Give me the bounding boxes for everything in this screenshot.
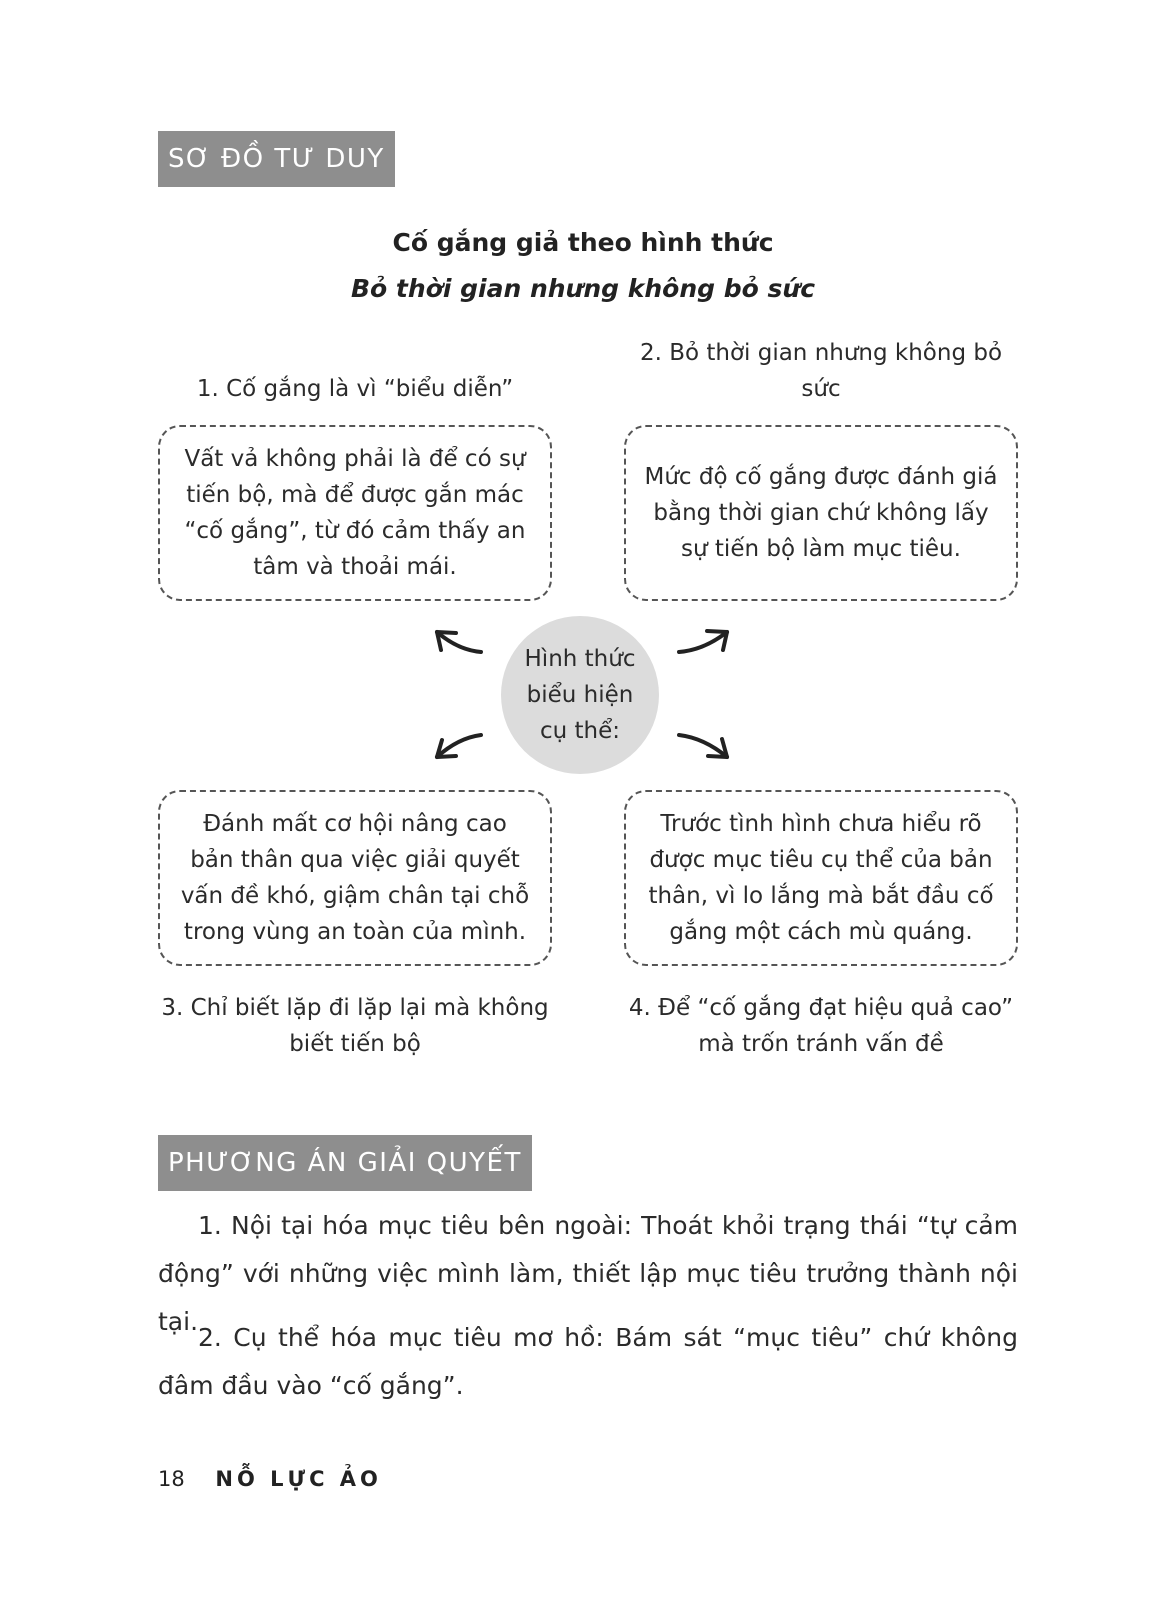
page-footer xyxy=(158,1467,382,1491)
center-node xyxy=(501,616,659,774)
arrow-down-left-icon xyxy=(437,735,481,757)
branch-box-1 xyxy=(158,425,552,601)
branch-label-4: 4. Để “cố gắng đạt hiệu quả cao” mà trốn tránh vấn đề xyxy=(628,995,1014,1057)
diagram-title: Cố gắng giả theo hình thức xyxy=(392,228,774,257)
branch-box-2 xyxy=(624,425,1018,601)
arrow-up-left-icon xyxy=(437,632,481,652)
solution-paragraph-2: 2. Cụ thể hóa mục tiêu mơ hồ: Bám sát “mục tiêu” chứ không đâm đầu vào “cố gắng”. xyxy=(158,1323,1018,1400)
branch-box-3 xyxy=(158,790,552,966)
branch-text-4: Trước tình hình chưa hiểu rõ được mục tiêu cụ thể của bản thân, vì lo lắng mà bắt đầu cố gắng một cách mù quáng. xyxy=(648,811,994,945)
arrow-down-right-icon xyxy=(679,735,727,757)
branch-text-2: Mức độ cố gắng được đánh giá bằng thời gian chứ không lấy sự tiến bộ làm mục tiêu. xyxy=(644,464,998,562)
arrow-up-right-icon xyxy=(679,631,727,652)
branch-label-3: 3. Chỉ biết lặp đi lặp lại mà không biết tiến bộ xyxy=(161,995,549,1057)
branch-box-4 xyxy=(624,790,1018,966)
page-number: 18 xyxy=(158,1467,185,1491)
mind-map-section-tag: SƠ ĐỒ TƯ DUY xyxy=(158,131,395,187)
branch-label-1: 1. Cố gắng là vì “biểu diễn” xyxy=(196,376,514,402)
book-title: NỖ LỰC ẢO xyxy=(215,1467,382,1491)
solution-paragraph-1: 1. Nội tại hóa mục tiêu bên ngoài: Thoát khỏi trạng thái “tự cảm động” với những việc mình làm, thiết lập mục tiêu trưởng thành nội tại. xyxy=(158,1211,1018,1336)
center-node-text: Hình thức biểu hiện cụ thể: xyxy=(524,646,636,744)
branch-text-3: Đánh mất cơ hội nâng cao bản thân qua việc giải quyết vấn đề khó, giậm chân tại chỗ trong vùng an toàn của mình. xyxy=(180,811,530,945)
diagram-subtitle: Bỏ thời gian nhưng không bỏ sức xyxy=(350,274,816,303)
branch-label-2: 2. Bỏ thời gian nhưng không bỏ sức xyxy=(639,340,1003,402)
solution-section-tag: PHƯƠNG ÁN GIẢI QUYẾT xyxy=(158,1135,532,1191)
branch-text-1: Vất vả không phải là để có sự tiến bộ, mà để được gắn mác “cố gắng”, từ đó cảm thấy an tâm và thoải mái. xyxy=(184,446,526,580)
